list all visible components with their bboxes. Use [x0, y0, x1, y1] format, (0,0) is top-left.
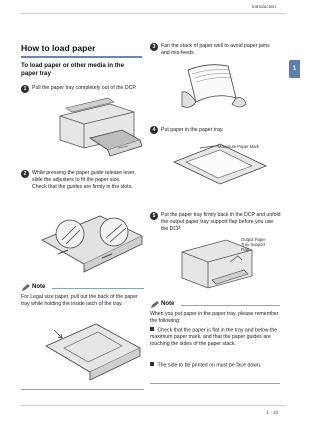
note-label-1: Note [32, 284, 46, 290]
chapter-tab: 1 [289, 60, 300, 78]
note-rule-2 [181, 305, 280, 306]
step-number-4: 4 [150, 126, 158, 134]
step-text-4: Put paper in the paper tray. [161, 127, 224, 133]
step-number-2: 2 [21, 170, 29, 178]
step-text-5: Put the paper tray firmly back in the DCP and unfold the output paper tray support flap before you use the DCP. [161, 212, 281, 232]
paper-guide-illustration [40, 210, 145, 275]
legal-tray-illustration [42, 320, 142, 382]
step-number-5: 5 [150, 212, 158, 220]
note-rule-1 [52, 288, 144, 289]
note-label-2: Note [161, 301, 175, 307]
note-text-2: When you put paper in the paper tray, please remember the following: [150, 311, 279, 324]
footer-rule [20, 405, 286, 406]
step-text-3: Fan the stack of paper well to avoid paper jams and mis-feeds. [161, 43, 270, 56]
header-rule [20, 13, 286, 14]
note-bullet-1 [150, 327, 282, 348]
running-header: Introduction [251, 4, 276, 9]
note-bullet-text-2: The side to be printed on must be face down. [157, 362, 262, 369]
note-bullet-2 [150, 362, 282, 369]
printer-tray-illustration [52, 102, 142, 160]
step-number-1: 1 [21, 85, 29, 93]
section-subtitle: To load paper or other media in the paper tray [21, 62, 125, 77]
step-text-1: Pull the paper tray completely out of the DCP. [32, 85, 137, 91]
fan-paper-illustration [178, 62, 248, 114]
support-flap-callout: Output Paper Tray Support Flap [241, 237, 266, 252]
bullet-square-icon [150, 327, 154, 331]
page-title: How to load paper [21, 43, 96, 53]
note-text-1: For Legal size paper, pull out the back of the paper tray while holding the inside latch of the tray. [21, 294, 138, 307]
step-number-3: 3 [150, 43, 158, 51]
bullet-square-icon [150, 362, 154, 366]
note-pencil-icon [150, 301, 160, 309]
max-paper-mark-callout: Maximum Paper Mark [218, 144, 259, 149]
note-end-rule-2 [150, 383, 280, 384]
note-bullet-text-1: Check that the paper is flat in the tray and below the maximum paper mark, and that the paper guides are touching the sides of the paper stack. [150, 327, 278, 348]
note-end-rule-1 [21, 389, 144, 390]
title-rule [21, 56, 142, 58]
step-text-2: While pressing the paper guide release lever, slide the adjusters to fit the paper size. Check that the guides are firmly in the slots. [32, 170, 136, 190]
page-number: 1 - 10 [266, 410, 278, 415]
note-pencil-icon [21, 284, 31, 292]
